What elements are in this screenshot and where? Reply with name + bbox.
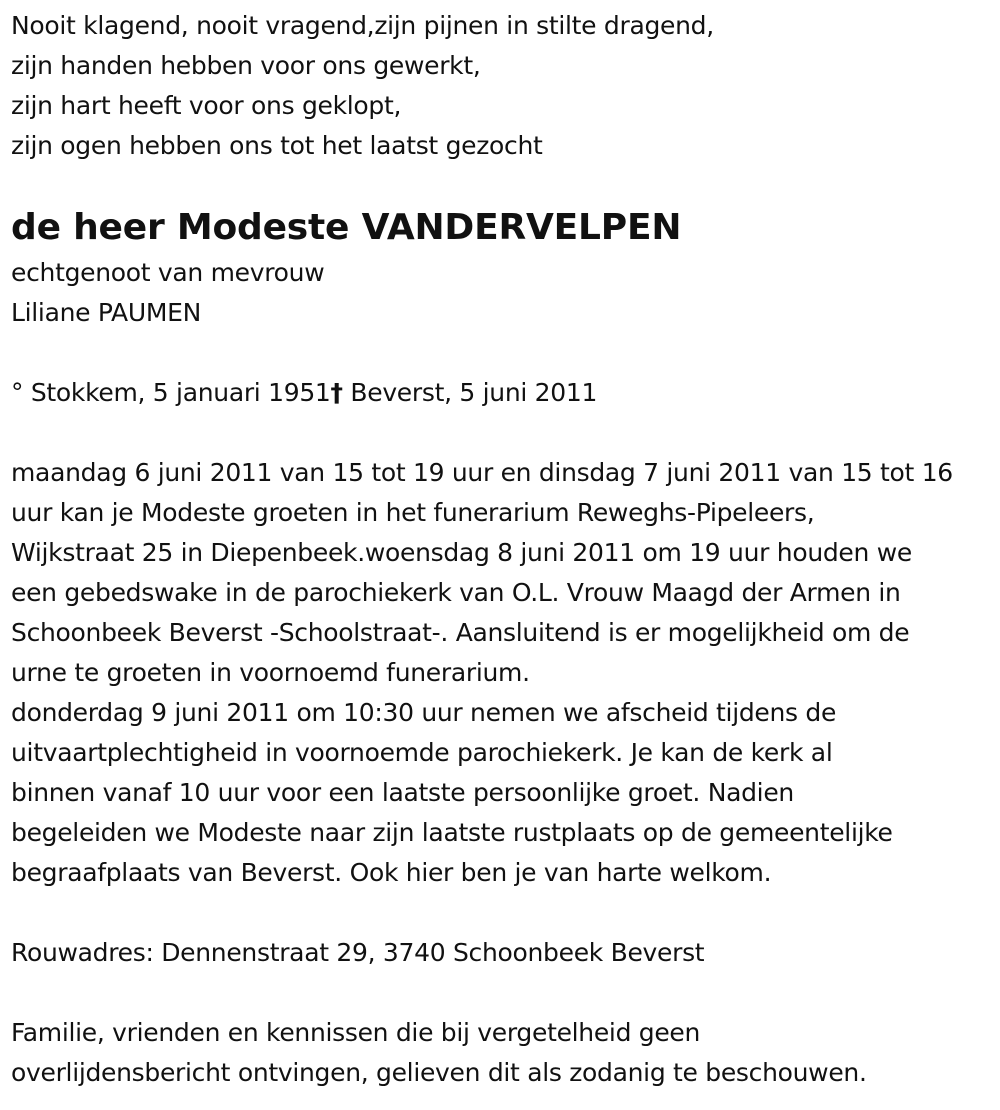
spouse-info [11, 253, 324, 333]
details-line: Schoonbeek Beverst -Schoolstraat-. Aansluitend is er mogelijkheid om de [11, 618, 910, 647]
details-line: uitvaartplechtigheid in voornoemde parochiekerk. Je kan de kerk al [11, 738, 833, 767]
poem [11, 6, 714, 166]
details-line: begraafplaats van Beverst. Ook hier ben je van harte welkom. [11, 858, 772, 887]
notice-line: Familie, vrienden en kennissen die bij vergetelheid geen [11, 1018, 701, 1047]
poem-line: zijn hart heeft voor ons geklopt, [11, 91, 402, 120]
cross-icon: † [330, 378, 343, 407]
poem-line: Nooit klagend, nooit vragend,zijn pijnen in stilte dragend, [11, 11, 714, 40]
details-line: maandag 6 juni 2011 van 15 tot 19 uur en dinsdag 7 juni 2011 van 15 tot 16 [11, 458, 953, 487]
mourning-address: Rouwadres: Dennenstraat 29, 3740 Schoonbeek Beverst [11, 938, 705, 967]
poem-line: zijn handen hebben voor ons gewerkt, [11, 51, 481, 80]
details-line: Wijkstraat 25 in Diepenbeek.woensdag 8 juni 2011 om 19 uur houden we [11, 538, 912, 567]
details-line: urne te groeten in voornoemd funerarium. [11, 658, 530, 687]
details-line: uur kan je Modeste groeten in het funerarium Reweghs-Pipeleers, [11, 498, 815, 527]
poem-line: zijn ogen hebben ons tot het laatst gezocht [11, 131, 543, 160]
spouse-name: Liliane PAUMEN [11, 298, 202, 327]
details-line: begeleiden we Modeste naar zijn laatste rustplaats op de gemeentelijke [11, 818, 893, 847]
death-info: Beverst, 5 juni 2011 [342, 378, 598, 407]
notice [11, 1013, 867, 1093]
birth-info: ° Stokkem, 5 januari 1951 [11, 378, 331, 407]
deceased-name: de heer Modeste VANDERVELPEN [11, 207, 682, 248]
details-line: binnen vanaf 10 uur voor een laatste persoonlijke groet. Nadien [11, 778, 794, 807]
spouse-line: echtgenoot van mevrouw [11, 258, 325, 287]
details-line: donderdag 9 juni 2011 om 10:30 uur nemen we afscheid tijdens de [11, 698, 837, 727]
notice-line: overlijdensbericht ontvingen, gelieven dit als zodanig te beschouwen. [11, 1058, 867, 1087]
funeral-details [11, 453, 953, 893]
birth-death-dates [11, 373, 597, 413]
details-line: een gebedswake in de parochiekerk van O.L. Vrouw Maagd der Armen in [11, 578, 901, 607]
